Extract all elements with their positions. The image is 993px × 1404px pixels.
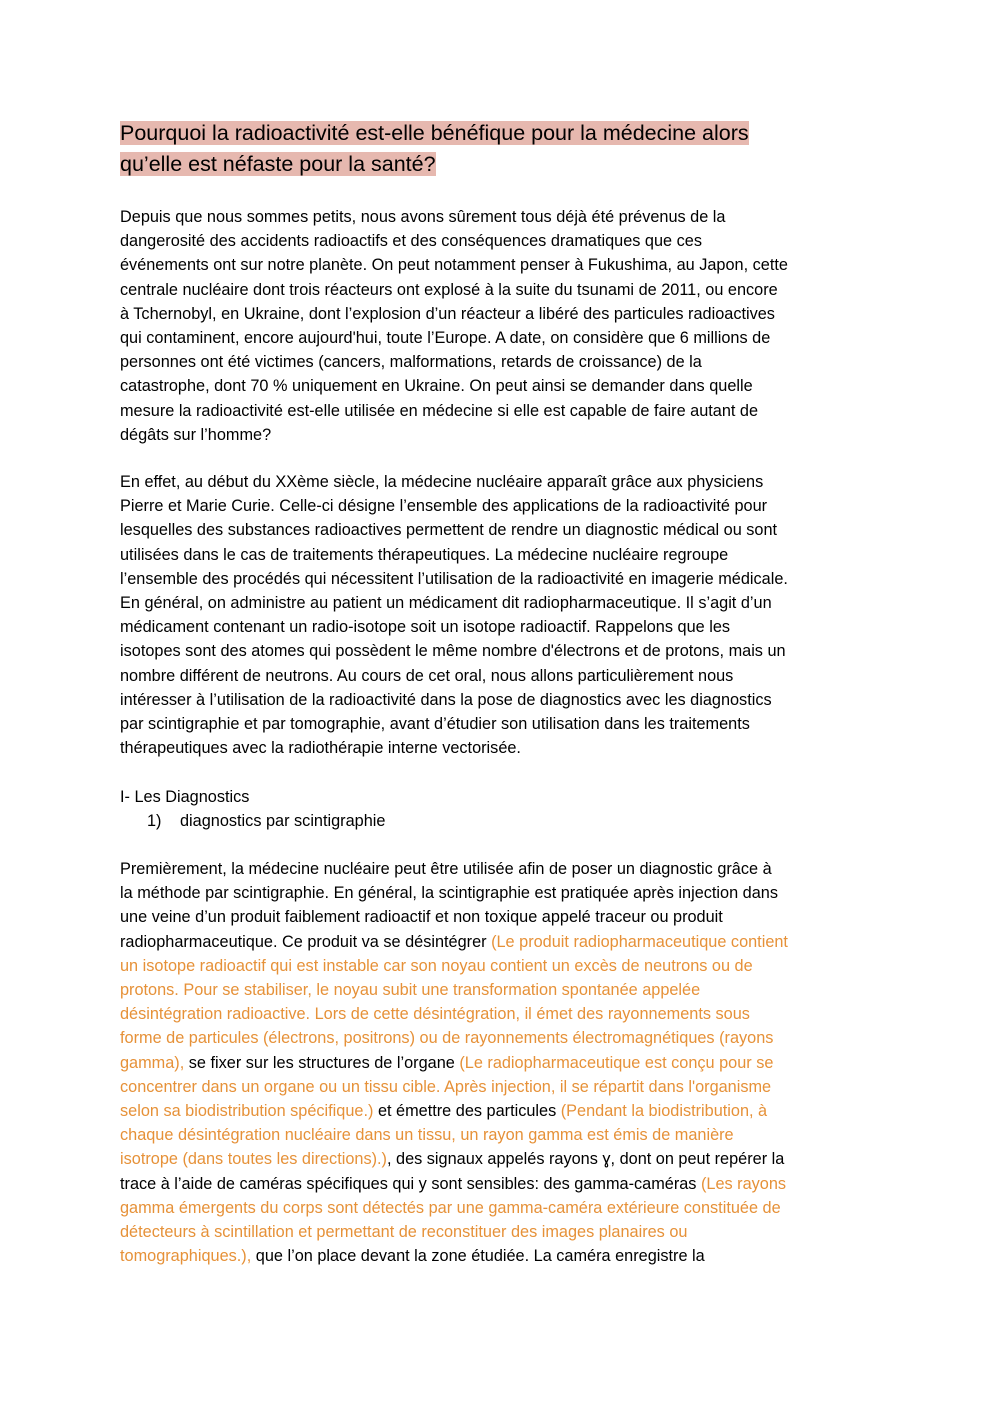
section-heading: I- Les Diagnostics [120, 788, 250, 806]
annotation-text: concentrer dans un organe ou un tissu cible. Après injection, il se répartit dans l'organisme [120, 1077, 772, 1096]
subsection-title: diagnostics par scintigraphie [180, 812, 386, 830]
body-text: se fixer sur les structures de l’organe [188, 1053, 460, 1072]
context-paragraph [120, 470, 880, 760]
text-line: médicament contenant un radio-isotope soit un isotope radioactif. Rappelons que les [120, 618, 731, 637]
text-line: par scintigraphie et par tomographie, avant d’étudier son utilisation dans les traitements [120, 715, 750, 734]
text-line: En effet, au début du XXème siècle, la médecine nucléaire apparaît grâce aux physiciens [120, 473, 764, 491]
text-line: isotopes sont des atomes qui possèdent le même nombre d'électrons et de protons, mais un [120, 642, 786, 661]
title-line-1: Pourquoi la radioactivité est-elle bénéfique pour la médecine alors [120, 121, 749, 145]
body-text: Premièrement, la médecine nucléaire peut être utilisée afin de poser un diagnostic grâce à [120, 860, 772, 878]
text-line: personnes ont été victimes (cancers, malformations, retards de croissance) de la [120, 353, 702, 372]
text-line [120, 860, 772, 878]
text-line: événements ont sur notre planète. On peut notamment penser à Fukushima, au Japon, cette [120, 256, 788, 275]
body-text: une veine d’un produit faiblement radioactif et non toxique appelé traceur ou produit [120, 908, 723, 927]
text-line [120, 1005, 750, 1023]
text-line [120, 1054, 773, 1072]
text-line: centrale nucléaire dont trois réacteurs ont explosé à la suite du tsunami de 2011, ou encore [120, 280, 778, 299]
text-line: thérapeutiques avec la radiothérapie interne vectorisée. [120, 739, 521, 758]
text-line [120, 908, 723, 926]
annotation-text: gamma émergents du corps sont détectés par une gamma-caméra extérieure constituée de [120, 1198, 781, 1217]
annotation-text: détecteurs à scintillation et permettant de reconstituer des images planaires ou [120, 1223, 688, 1242]
text-line [120, 1126, 734, 1144]
text-line [120, 981, 700, 999]
text-line [120, 1247, 705, 1265]
text-line [120, 1223, 687, 1241]
text-line [120, 1029, 773, 1047]
body-text: que l’on place devant la zone étudiée. La caméra enregistre la [255, 1247, 705, 1266]
text-line: nombre différent de neutrons. Au cours de cet oral, nous allons particulièrement nous [120, 666, 734, 685]
body-text: trace à l’aide de caméras spécifiques qui y sont sensibles: des gamma-caméras [120, 1174, 701, 1193]
subsection-number: 1) [147, 812, 162, 830]
document-title [120, 118, 820, 180]
annotation-text: (Le radiopharmaceutique est conçu pour se [459, 1053, 774, 1072]
body-text: la méthode par scintigraphie. En général, la scintigraphie est pratiquée après injection dans [120, 884, 778, 903]
text-line [120, 957, 753, 975]
text-line: dégâts sur l’homme? [120, 425, 272, 444]
subsection-heading [147, 809, 385, 833]
text-line [120, 1199, 781, 1217]
annotation-text: un isotope radioactif qui est instable car son noyau contient un excès de neutrons ou de [120, 956, 753, 975]
body-text: et émettre des particules [377, 1102, 561, 1121]
annotation-text: chaque désintégration nucléaire dans un tissu, un rayon gamma est émis de manière [120, 1126, 734, 1145]
body-text: radiopharmaceutique. Ce produit va se désintégrer [120, 932, 492, 951]
text-line [120, 1102, 767, 1120]
text-line: Pierre et Marie Curie. Celle-ci désigne l’ensemble des applications de la radioactivité pour [120, 497, 768, 516]
text-line: utilisées dans le cas de traitements thérapeutiques. La médecine nucléaire regroupe [120, 545, 729, 564]
annotation-text: forme de particules (électrons, positrons) ou de rayonnements électromagnétiques (rayons [120, 1029, 774, 1048]
text-line [120, 1078, 771, 1096]
text-line: intéresser à l’utilisation de la radioactivité dans la pose de diagnostics avec les diagnostics [120, 690, 772, 709]
annotation-text: isotrope (dans toutes les directions).) [120, 1150, 387, 1169]
annotation-text: désintégration radioactive. Lors de cette désintégration, il émet des rayonnements sous [120, 1005, 750, 1024]
annotation-text: (Le produit radiopharmaceutique contient [491, 932, 788, 951]
text-line [120, 1150, 784, 1168]
scintigraphy-paragraph [120, 857, 880, 1268]
text-line: En général, on administre au patient un médicament dit radiopharmaceutique. Il s’agit d’un [120, 594, 772, 613]
text-line: qui contaminent, encore aujourd'hui, toute l’Europe. A date, on considère que 6 millions de [120, 329, 771, 348]
text-line [120, 884, 778, 902]
text-line: l’ensemble des procédés qui nécessitent l’utilisation de la radioactivité en imagerie médicale. [120, 569, 788, 588]
text-line: Depuis que nous sommes petits, nous avons sûrement tous déjà été prévenus de la [120, 208, 726, 226]
annotation-text: selon sa biodistribution spécifique.) [120, 1102, 378, 1121]
text-line: à Tchernobyl, en Ukraine, dont l’explosion d’un réacteur a libéré des particules radioactives [120, 304, 775, 323]
text-line [120, 933, 788, 951]
body-text: , des signaux appelés rayons ɣ, dont on peut repérer la [386, 1150, 785, 1169]
annotation-text: (Les rayons [700, 1174, 787, 1193]
text-line [120, 1175, 786, 1193]
text-line: mesure la radioactivité est-elle utilisée en médecine si elle est capable de faire autant de [120, 401, 759, 420]
text-line: dangerosité des accidents radioactifs et des conséquences dramatiques que ces [120, 232, 702, 251]
annotation-text: protons. Pour se stabiliser, le noyau subit une transformation spontanée appelée [120, 981, 701, 1000]
annotation-text: (Pendant la biodistribution, à [560, 1102, 768, 1121]
text-line: lesquelles des substances radioactives permettent de rendre un diagnostic médical ou sont [120, 521, 778, 540]
annotation-text: gamma), [120, 1053, 189, 1072]
title-line-2: qu’elle est néfaste pour la santé? [120, 152, 436, 176]
text-line: catastrophe, dont 70 % uniquement en Ukraine. On peut ainsi se demander dans quelle [120, 377, 753, 396]
intro-paragraph [120, 205, 880, 447]
annotation-text: tomographiques.), [120, 1247, 256, 1266]
